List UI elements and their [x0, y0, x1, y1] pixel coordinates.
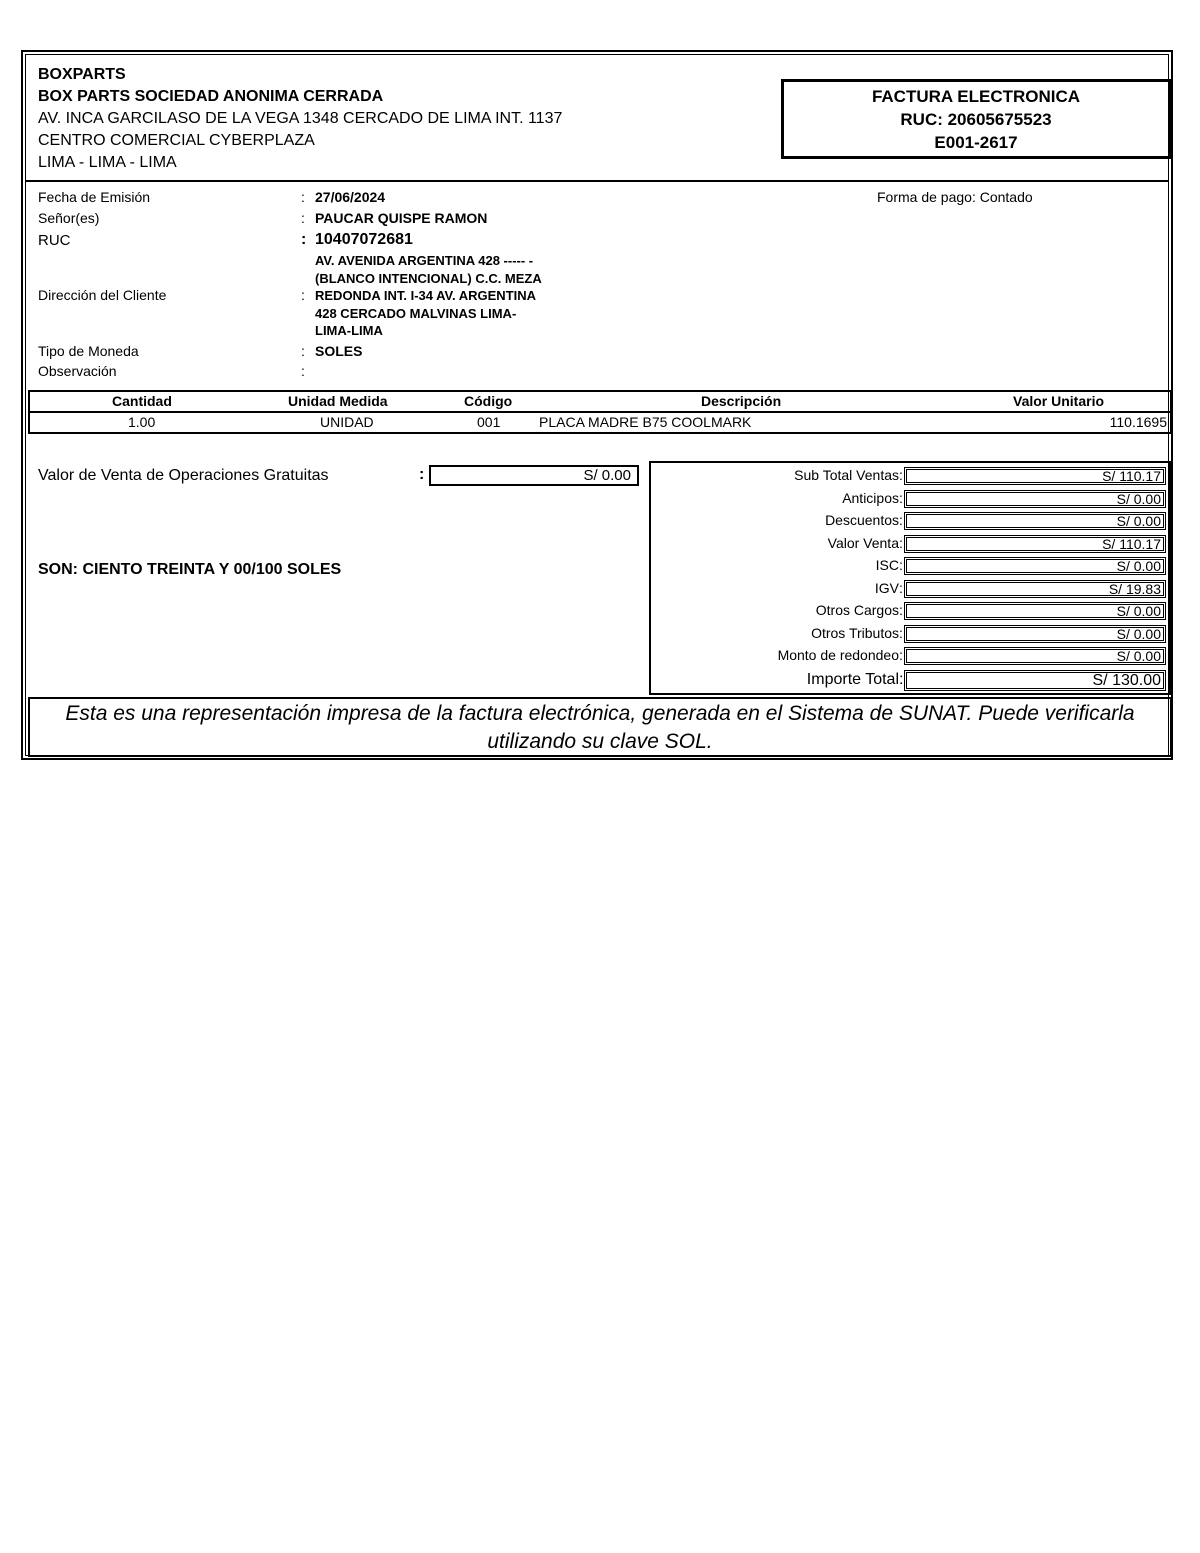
otros-tributos-value: S/ 0.00 [904, 625, 1166, 643]
issuer-trade-name: BOXPARTS [38, 66, 126, 83]
total-row-subtotal [651, 465, 1169, 487]
direccion-line5: LIMA-LIMA [315, 323, 383, 338]
header-valor: Valor Unitario [1013, 393, 1105, 409]
header-cantidad: Cantidad [112, 393, 172, 409]
direccion-line2: (BLANCO INTENCIONAL) C.C. MEZA [315, 271, 542, 286]
forma-pago: Forma de pago: Contado [877, 189, 1033, 205]
document-type: FACTURA ELECTRONICA [871, 87, 1081, 106]
subtotal-colon: : [899, 467, 903, 483]
anticipos-label: Anticipos [842, 489, 899, 506]
issuer-address-line2: CENTRO COMERCIAL CYBERPLAZA [38, 132, 315, 149]
subtotal-label: Sub Total Ventas [794, 467, 899, 483]
isc-label: ISC [875, 557, 899, 573]
igv-value: S/ 19.83 [904, 580, 1166, 598]
anticipos-value: S/ 0.00 [904, 490, 1166, 508]
sunat-disclaimer: Esta es una representación impresa de la factura electrónica, generada en el Sistema de SUNAT. Puede verificarla utilizando su clave SOL. [28, 697, 1172, 757]
issuer-block [38, 64, 562, 174]
otros-cargos-colon: : [899, 602, 903, 618]
items-table [28, 390, 1172, 434]
direccion-label: Dirección del Cliente [38, 287, 167, 303]
anticipos-colon: : [899, 489, 903, 506]
otros-cargos-value: S/ 0.00 [904, 602, 1166, 620]
observacion-label: Observación [38, 363, 117, 379]
direccion-line4: 428 CERCADO MALVINAS LIMA- [315, 306, 517, 321]
descuentos-label: Descuentos [825, 512, 899, 528]
senor-label: Señor(es) [38, 210, 100, 226]
gratuitas-colon: : [419, 466, 425, 483]
document-number: E001-2617 [934, 133, 1018, 152]
total-row-igv [651, 578, 1169, 600]
isc-colon: : [899, 557, 903, 573]
row-valor: 110.1695 [1109, 414, 1167, 430]
direccion-line1: AV. AVENIDA ARGENTINA 428 ----- - [315, 253, 534, 268]
valor-venta-label: Valor Venta [827, 534, 899, 551]
total-row-redondeo [651, 645, 1169, 667]
row-cantidad: 1.00 [128, 414, 156, 430]
total-row-valor-venta [651, 533, 1169, 555]
issuer-legal-name: BOX PARTS SOCIEDAD ANONIMA CERRADA [38, 88, 384, 105]
redondeo-value: S/ 0.00 [904, 647, 1166, 665]
otros-tributos-colon: : [899, 624, 903, 641]
importe-total-colon: : [899, 670, 904, 688]
gratuitas-value: S/ 0.00 [429, 465, 639, 486]
gratuitas-label: Valor de Venta de Operaciones Gratuitas [38, 467, 329, 484]
fecha-colon: : [301, 189, 305, 205]
igv-label: IGV [874, 579, 899, 596]
otros-cargos-label: Otros Cargos [815, 602, 899, 618]
fecha-label: Fecha de Emisión [38, 189, 151, 205]
observacion-colon: : [301, 363, 305, 379]
senor-value: PAUCAR QUISPE RAMON [315, 210, 488, 226]
redondeo-label: Monto de redondeo [777, 647, 899, 663]
valor-venta-value: S/ 110.17 [904, 535, 1166, 553]
table-row [30, 413, 1170, 432]
senor-colon: : [301, 210, 305, 226]
descuentos-colon: : [899, 512, 903, 528]
fecha-value: 27/06/2024 [315, 189, 386, 205]
valor-venta-colon: : [899, 534, 903, 551]
document-id-box [781, 79, 1171, 159]
moneda-colon: : [301, 343, 305, 359]
total-row-isc [651, 555, 1169, 577]
direccion-colon: : [301, 287, 305, 303]
total-row-otros-cargos [651, 600, 1169, 622]
igv-colon: : [899, 579, 903, 596]
items-header-row [30, 392, 1170, 413]
issuer-address-line3: LIMA - LIMA - LIMA [38, 154, 177, 171]
totals-box [649, 461, 1171, 695]
issuer-address-line1: AV. INCA GARCILASO DE LA VEGA 1348 CERCADO DE LIMA INT. 1137 [38, 110, 563, 127]
otros-tributos-label: Otros Tributos [811, 624, 899, 641]
importe-total-value: S/ 130.00 [904, 670, 1166, 691]
isc-value: S/ 0.00 [904, 557, 1166, 575]
moneda-value: SOLES [315, 343, 363, 359]
total-row-otros-tributos [651, 623, 1169, 645]
row-unidad: UNIDAD [320, 414, 374, 430]
document-ruc: RUC: 20605675523 [900, 110, 1052, 129]
direccion-line3: REDONDA INT. I-34 AV. ARGENTINA [315, 288, 537, 303]
descuentos-value: S/ 0.00 [904, 512, 1166, 530]
row-codigo: 001 [477, 414, 501, 430]
importe-total-label: Importe Total [806, 670, 899, 688]
header-unidad: Unidad Medida [288, 393, 388, 409]
total-row-importe [651, 668, 1169, 694]
ruc-colon: : [301, 231, 307, 248]
moneda-label: Tipo de Moneda [38, 343, 139, 359]
total-row-anticipos [651, 488, 1169, 510]
invoice [21, 50, 1173, 760]
header-descripcion: Descripción [701, 393, 782, 409]
subtotal-value: S/ 110.17 [904, 467, 1166, 485]
redondeo-colon: : [899, 647, 903, 663]
amount-in-words: SON: CIENTO TREINTA Y 00/100 SOLES [38, 561, 342, 578]
ruc-value: 10407072681 [315, 231, 413, 248]
total-row-descuentos [651, 510, 1169, 532]
ruc-label: RUC [38, 232, 71, 249]
header-divider [26, 180, 1168, 182]
row-descripcion: PLACA MADRE B75 COOLMARK [539, 414, 752, 430]
header-codigo: Código [464, 393, 513, 409]
